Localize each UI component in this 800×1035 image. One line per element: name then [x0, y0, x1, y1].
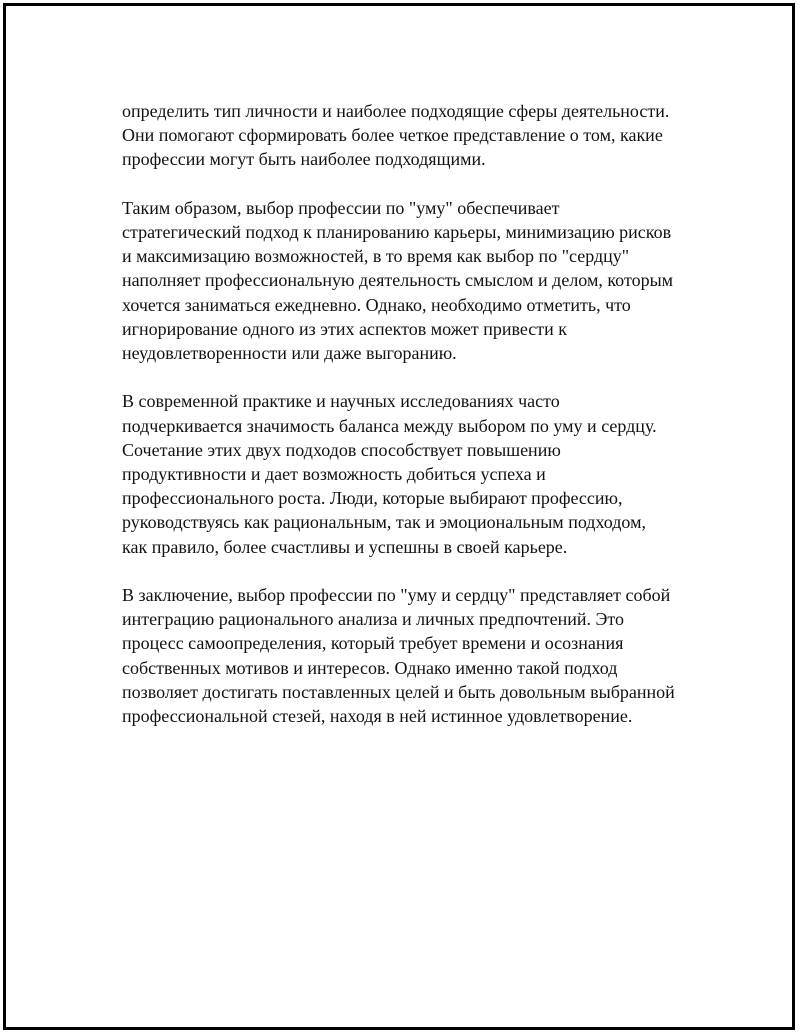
text-line: профессии могут быть наиболее подходящими.	[122, 149, 486, 170]
paragraph-1	[122, 99, 722, 172]
text-line: продуктивности и дает возможность добиться успеха и	[122, 464, 546, 485]
text-line: позволяет достигать поставленных целей и быть довольным выбранной	[122, 681, 675, 702]
text-line: интеграцию рационального анализа и личных предпочтений. Это	[122, 609, 625, 630]
paragraph-3	[122, 389, 722, 558]
text-line: определить тип личности и наиболее подходящие сферы деятельности.	[122, 101, 670, 121]
text-line: наполняет профессиональную деятельность смыслом и делом, которым	[122, 270, 674, 291]
paragraph-2	[122, 196, 722, 365]
text-line: Сочетание этих двух подходов способствует повышению	[122, 439, 561, 460]
document-body	[122, 99, 722, 752]
text-line: как правило, более счастливы и успешны в своей карьере.	[122, 536, 568, 557]
text-line: подчеркивается значимость баланса между выбором по уму и сердцу.	[122, 415, 657, 436]
text-line: и максимизацию возможностей, в то время как выбор по "сердцу"	[122, 246, 630, 267]
text-line: В заключение, выбор профессии по "уму и сердцу" представляет собой	[122, 585, 671, 606]
text-line: В современной практике и научных исследованиях часто	[122, 391, 560, 412]
text-line: Они помогают сформировать более четкое представление о том, какие	[122, 125, 663, 146]
text-line: профессиональной стезей, находя в ней истинное удовлетворение.	[122, 706, 633, 727]
text-line: руководствуясь как рациональным, так и эмоциональным подходом,	[122, 512, 646, 533]
text-line: профессионального роста. Люди, которые выбирают профессию,	[122, 488, 623, 509]
text-line: игнорирование одного из этих аспектов может привести к	[122, 318, 568, 339]
text-line: процесс самоопределения, который требует времени и осознания	[122, 633, 624, 654]
text-line: хочется заниматься ежедневно. Однако, необходимо отметить, что	[122, 294, 631, 315]
paragraph-4	[122, 583, 722, 728]
page-border	[3, 3, 795, 1030]
text-line: стратегический подход к планированию карьеры, минимизацию рисков	[122, 222, 672, 242]
text-line: Таким образом, выбор профессии по "уму" обеспечивает	[122, 197, 560, 218]
text-line: неудовлетворенности или даже выгоранию.	[122, 343, 457, 364]
text-line: собственных мотивов и интересов. Однако именно такой подход	[122, 657, 618, 678]
